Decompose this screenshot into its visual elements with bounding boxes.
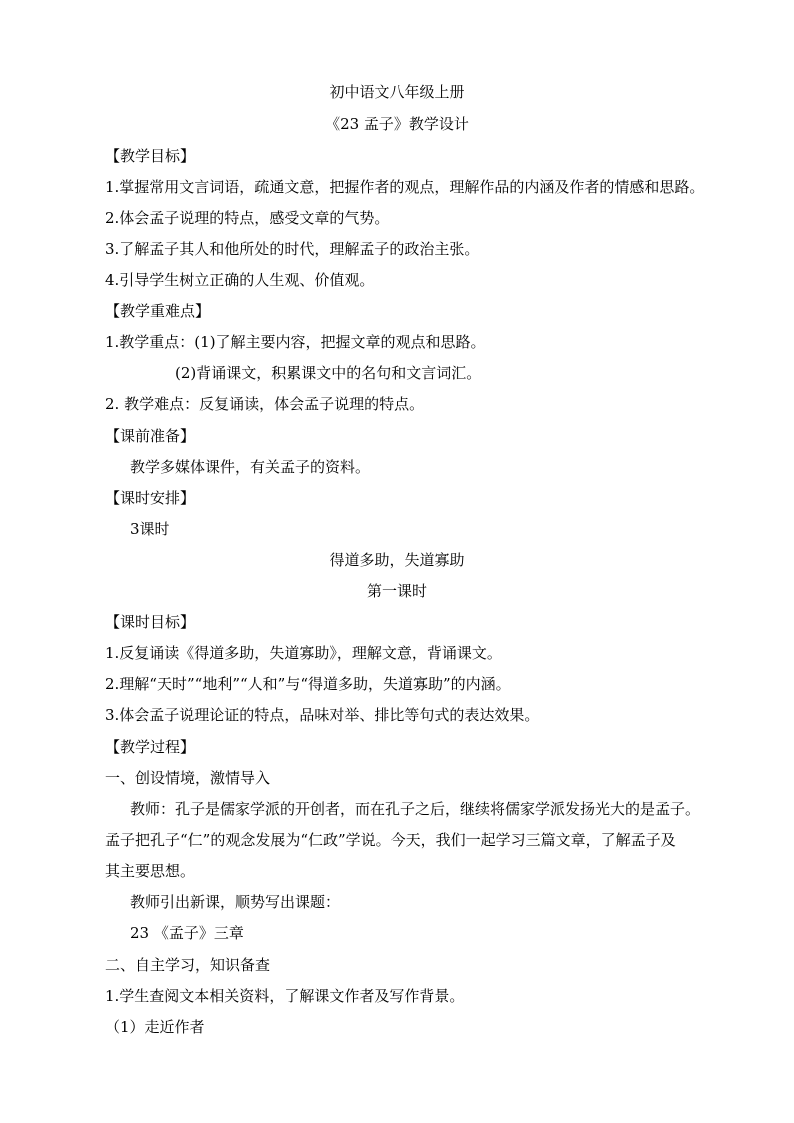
step-1: 一、创设情境，激情导入 [105, 769, 271, 787]
keypoint-1: 1.教学重点：(1)了解主要内容，把握文章的观点和思路。 [105, 333, 486, 351]
keypoint-1b: (2)背诵课文，积累课文中的名句和文言词汇。 [175, 364, 482, 382]
objective-4: 4.引导学生树立正确的人生观、价值观。 [105, 271, 375, 289]
heading-lesson-objectives: 【课时目标】 [105, 613, 196, 631]
schedule-text: 3课时 [130, 520, 170, 538]
step-2-item-1a: （1）走近作者 [105, 1018, 205, 1036]
doc-title-line2: 《23 孟子》教学设计 [325, 115, 469, 133]
paragraph-1-line-1: 教师：孔子是儒家学派的开创者，而在孔子之后，继续将儒家学派发扬光大的是孟子。 [130, 800, 701, 818]
heading-prep: 【课前准备】 [105, 427, 196, 445]
heading-process: 【教学过程】 [105, 738, 196, 756]
heading-keypoints: 【教学重难点】 [105, 302, 211, 320]
lesson-objective-3: 3.体会孟子说理论证的特点，品味对举、排比等句式的表达效果。 [105, 706, 540, 724]
lesson-objective-2: 2.理解“天时”“地利”“人和”与“得道多助，失道寡助”的内涵。 [105, 675, 511, 693]
step-2-item-1: 1.学生查阅文本相关资料，了解课文作者及写作背景。 [105, 987, 465, 1005]
lesson-objective-1: 1.反复诵读《得道多助，失道寡助》，理解文意，背诵课文。 [105, 644, 502, 662]
paragraph-3: 23 《孟子》三章 [130, 924, 244, 942]
paragraph-2: 教师引出新课，顺势写出课题： [130, 893, 341, 911]
objective-1: 1.掌握常用文言词语，疏通文意，把握作者的观点，理解作品的内涵及作者的情感和思路。 [105, 178, 705, 196]
paragraph-1-line-2: 孟子把孔子“仁”的观念发展为“仁政”学说。今天，我们一起学习三篇文章，了解孟子及 [105, 831, 676, 849]
prep-text: 教学多媒体课件，有关孟子的资料。 [130, 458, 371, 476]
objective-2: 2.体会孟子说理的特点，感受文章的气势。 [105, 209, 390, 227]
heading-objectives: 【教学目标】 [105, 147, 196, 165]
paragraph-1-line-3: 其主要思想。 [105, 862, 196, 880]
heading-schedule: 【课时安排】 [105, 489, 196, 507]
step-2: 二、自主学习，知识备查 [105, 956, 271, 974]
objective-3: 3.了解孟子其人和他所处的时代，理解孟子的政治主张。 [105, 240, 480, 258]
doc-title-line1: 初中语文八年级上册 [329, 83, 465, 101]
section-title: 得道多助，失道寡助 [329, 551, 465, 569]
keypoint-2: 2. 教学难点：反复诵读，体会孟子说理的特点。 [105, 395, 425, 413]
lesson-title: 第一课时 [366, 582, 427, 600]
